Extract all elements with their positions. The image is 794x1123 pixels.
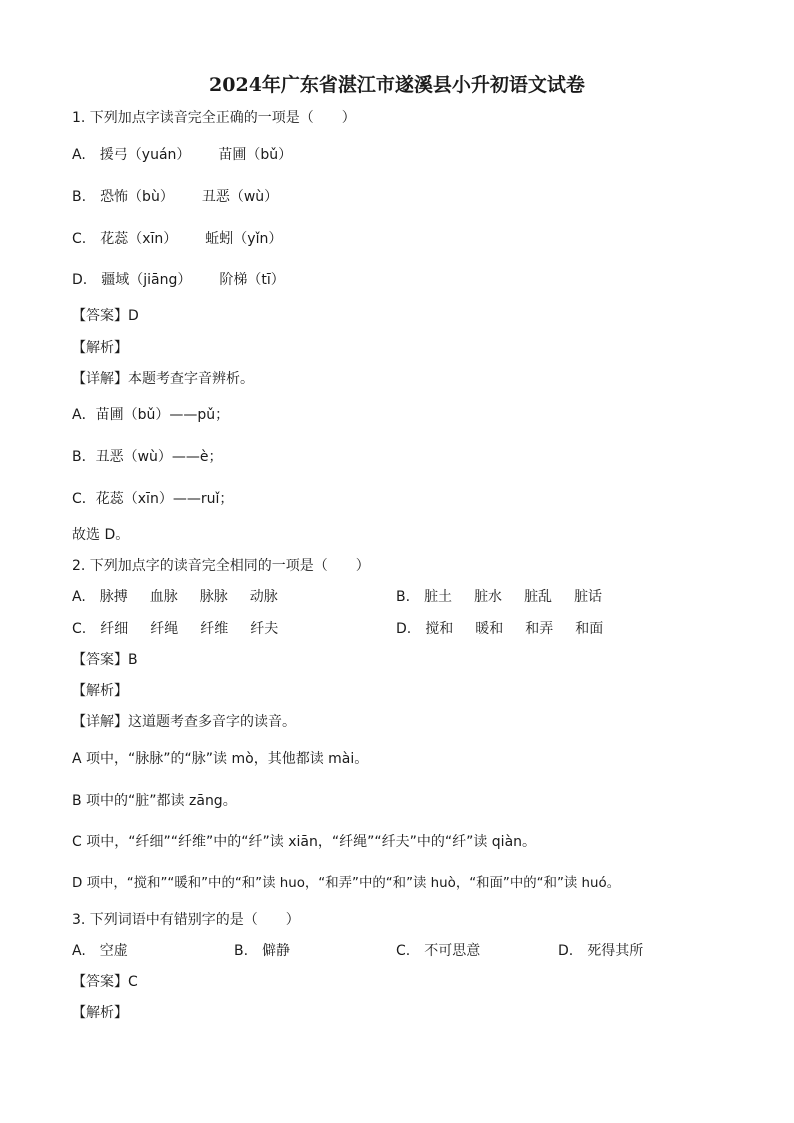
q1-detail-line: A．苗圃（bǔ）——pǔ； xyxy=(72,407,230,423)
option-word: 脉脉 xyxy=(199,589,228,605)
option-word: 纤绳 xyxy=(150,621,179,637)
option-word: 阶梯（tī） xyxy=(219,272,285,288)
q2-option-b xyxy=(396,588,602,606)
option-word: 苗圃（bǔ） xyxy=(218,147,293,163)
option-label: C. xyxy=(72,231,87,247)
q2-option-d xyxy=(396,620,603,638)
option-word: 脏乱 xyxy=(524,589,553,605)
q3-option-a xyxy=(72,942,128,960)
q3-stem: 3. 下列词语中有错别字的是（ ） xyxy=(72,912,300,928)
option-label: A. xyxy=(72,589,86,605)
option-word: 纤维 xyxy=(200,621,229,637)
q2-option-a xyxy=(72,588,278,606)
option-label: B. xyxy=(72,189,87,205)
option-word: 纤细 xyxy=(100,621,129,637)
q1-analysis-label: 【解析】 xyxy=(72,340,128,356)
option-label: D. xyxy=(72,272,88,288)
q2-detail-line: C 项中，“纤细”“纤维”中的“纤”读 xiān，“纤绳”“纤夫”中的“纤”读 qiàn。 xyxy=(72,834,537,850)
q1-option-b xyxy=(72,188,278,206)
option-label: B. xyxy=(234,943,249,959)
option-word: 脉搏 xyxy=(99,589,128,605)
option-word: 丑恶（wù） xyxy=(201,189,279,205)
q1-detail-line: B．丑恶（wù）——è； xyxy=(72,449,223,465)
option-word: 纤夫 xyxy=(250,621,279,637)
q3-option-c xyxy=(396,942,480,960)
option-word: 动脉 xyxy=(249,589,278,605)
option-word: 脏水 xyxy=(474,589,503,605)
option-word: 恐怖（bù） xyxy=(100,189,174,205)
option-label: B. xyxy=(396,589,411,605)
q2-analysis-label: 【解析】 xyxy=(72,683,128,699)
q1-option-d xyxy=(72,271,285,289)
option-label: D. xyxy=(396,621,412,637)
option-word: 死得其所 xyxy=(587,943,644,959)
option-word: 和面 xyxy=(575,621,604,637)
option-word: 空虚 xyxy=(99,943,128,959)
q3-answer: 【答案】C xyxy=(72,974,138,990)
option-label: D. xyxy=(558,943,574,959)
option-word: 花蕊（xīn） xyxy=(100,231,178,247)
option-word: 血脉 xyxy=(149,589,178,605)
q2-stem: 2. 下列加点字的读音完全相同的一项是（ ） xyxy=(72,558,370,574)
q3-option-d xyxy=(558,942,643,960)
q2-detail-line: D 项中，“搅和”“暖和”中的“和”读 huo，“和弄”中的“和”读 huò，“和面”中的“和”读 huó。 xyxy=(72,876,621,891)
q1-detail: 【详解】本题考查字音辨析。 xyxy=(72,371,254,387)
option-label: C. xyxy=(72,621,87,637)
option-label: C. xyxy=(396,943,411,959)
q2-detail: 【详解】这道题考查多音字的读音。 xyxy=(72,714,296,730)
option-word: 搅和 xyxy=(425,621,454,637)
option-word: 僻静 xyxy=(262,943,291,959)
option-word: 不可思意 xyxy=(424,943,481,959)
q3-analysis-label: 【解析】 xyxy=(72,1005,128,1021)
option-word: 蚯蚓（yǐn） xyxy=(205,231,283,247)
q1-detail-line: C．花蕊（xīn）——ruǐ； xyxy=(72,491,234,507)
option-word: 脏土 xyxy=(424,589,453,605)
option-word: 脏话 xyxy=(574,589,603,605)
option-word: 疆域（jiāng） xyxy=(101,272,192,288)
q1-conclusion: 故选 D。 xyxy=(72,527,130,543)
q2-detail-line: A 项中，“脉脉”的“脉”读 mò，其他都读 mài。 xyxy=(72,751,369,767)
q3-option-b xyxy=(234,942,290,960)
option-word: 和弄 xyxy=(525,621,554,637)
document-title: 2024年广东省湛江市遂溪县小升初语文试卷 xyxy=(209,74,585,96)
q1-option-a xyxy=(72,146,292,164)
q1-answer: 【答案】D xyxy=(72,308,139,324)
q1-stem: 1. 下列加点字读音完全正确的一项是（ ） xyxy=(72,110,356,126)
option-word: 援弓（yuán） xyxy=(99,147,191,163)
q2-option-c xyxy=(72,620,278,638)
option-label: A. xyxy=(72,943,86,959)
option-word: 暖和 xyxy=(475,621,504,637)
q1-option-c xyxy=(72,230,282,248)
q2-answer: 【答案】B xyxy=(72,652,138,668)
q2-detail-line: B 项中的“脏”都读 zāng。 xyxy=(72,793,237,809)
option-label: A. xyxy=(72,147,86,163)
